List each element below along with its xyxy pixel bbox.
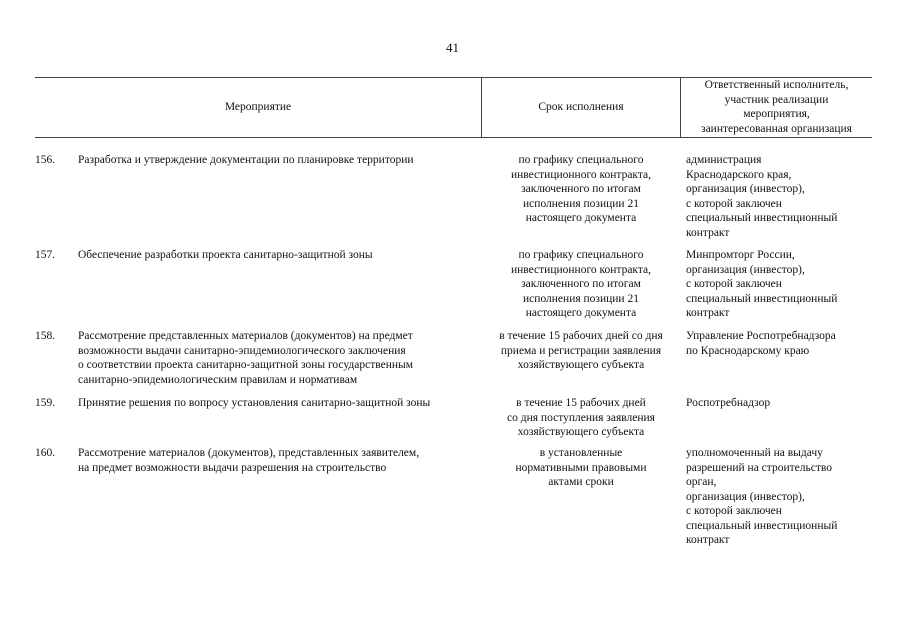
event-text-line: Обеспечение разработки проекта санитарно-защитной зоны [78, 249, 373, 261]
responsible-text [686, 248, 872, 321]
responsible-text-line: разрешений на строительство [686, 461, 832, 474]
responsible-text-line: контракт [686, 226, 730, 239]
event-text [78, 329, 478, 387]
deadline-text [482, 329, 680, 373]
deadline-text-line: приема и регистрации заявления [500, 344, 662, 357]
event-text [78, 153, 478, 168]
header-responsible-line: Ответственный исполнитель, [704, 79, 849, 91]
deadline-text-line: инвестиционного контракта, [510, 263, 652, 276]
responsible-text-line: специальный инвестиционный [686, 292, 838, 305]
header-deadline: Срок исполнения [538, 100, 624, 113]
responsible-text-line: с которой заключен [686, 197, 782, 210]
deadline-text [482, 153, 680, 226]
row-number: 158. [35, 330, 56, 342]
deadline-text-line: исполнения позиции 21 [523, 292, 639, 305]
deadline-text-line: по графику специального [518, 249, 644, 261]
responsible-text-line: организация (инвестор), [686, 490, 805, 503]
event-text-line: санитарно-эпидемиологическим правилам и нормативам [78, 373, 358, 386]
row-number: 157. [35, 249, 56, 261]
row-number: 160. [35, 447, 56, 459]
responsible-text-line: организация (инвестор), [686, 263, 805, 276]
deadline-text-line: настоящего документа [525, 212, 637, 224]
deadline-text-line: в течение 15 рабочих дней [516, 397, 646, 409]
deadline-text-line: нормативными правовыми [515, 461, 647, 474]
responsible-text [686, 396, 872, 411]
event-text-line: на предмет возможности выдачи разрешения на строительство [78, 461, 387, 474]
header-event: Мероприятие [224, 100, 292, 113]
responsible-text-line: Краснодарского края, [686, 168, 792, 181]
row-number: 156. [35, 154, 56, 166]
responsible-text-line: организация (инвестор), [686, 183, 805, 195]
responsible-text-line: контракт [686, 307, 730, 319]
responsible-text-line: с которой заключен [686, 278, 782, 290]
responsible-text-line: уполномоченный на выдачу [686, 447, 823, 459]
event-text [78, 446, 478, 475]
deadline-text-line: в течение 15 рабочих дней со дня [499, 330, 663, 342]
event-text-line: Разработка и утверждение документации по планировке территории [78, 154, 414, 166]
row-number: 159. [35, 397, 56, 409]
header-responsible-line: заинтересованная организация [701, 122, 852, 135]
page-number: 41 [446, 40, 459, 55]
responsible-text [686, 329, 872, 358]
header-responsible-line: мероприятия, [743, 108, 810, 120]
responsible-text-line: Роспотребнадзор [686, 397, 771, 409]
deadline-text [482, 248, 680, 321]
event-text [78, 396, 478, 411]
deadline-text-line: настоящего документа [525, 307, 637, 319]
responsible-text-line: специальный инвестиционный [686, 519, 838, 532]
event-text-line: Рассмотрение представленных материалов (документов) на предмет [78, 330, 413, 342]
event-text-line: Принятие решения по вопросу установления санитарно-защитной зоны [78, 397, 431, 409]
event-text-line: Рассмотрение материалов (документов), представленных заявителем, [78, 447, 420, 459]
responsible-text-line: Минпромторг России, [686, 249, 795, 261]
header-responsible-line: участник реализации [724, 93, 829, 106]
responsible-text-line: администрация [686, 154, 762, 166]
responsible-text [686, 446, 872, 548]
event-text-line: возможности выдачи санитарно-эпидемиологического заключения [78, 344, 406, 357]
deadline-text-line: заключенного по итогам [521, 183, 641, 195]
deadline-text-line: исполнения позиции 21 [523, 197, 639, 210]
deadline-text [482, 446, 680, 490]
responsible-text-line: контракт [686, 534, 730, 546]
deadline-text-line: со дня поступления заявления [507, 411, 655, 424]
responsible-text-line: орган, [686, 476, 717, 488]
deadline-text-line: актами сроки [548, 476, 614, 488]
deadline-text-line: заключенного по итогам [521, 278, 641, 290]
deadline-text-line: хозяйствующего субъекта [517, 359, 645, 371]
responsible-text-line: специальный инвестиционный [686, 212, 838, 224]
responsible-text [686, 153, 872, 240]
deadline-text-line: хозяйствующего субъекта [517, 426, 645, 438]
responsible-text-line: по Краснодарскому краю [686, 344, 810, 357]
deadline-text-line: в установленные [539, 447, 623, 459]
event-text-line: о соответствии проекта санитарно-защитной зоны государственным [78, 359, 414, 371]
deadline-text [482, 396, 680, 440]
header-responsible [681, 78, 872, 136]
responsible-text-line: Управление Роспотребнадзора [686, 330, 836, 342]
deadline-text-line: по графику специального [518, 154, 644, 166]
event-text [78, 248, 478, 263]
table-header-bottom-rule [35, 137, 872, 138]
deadline-text-line: инвестиционного контракта, [510, 168, 652, 181]
responsible-text-line: с которой заключен [686, 505, 782, 517]
